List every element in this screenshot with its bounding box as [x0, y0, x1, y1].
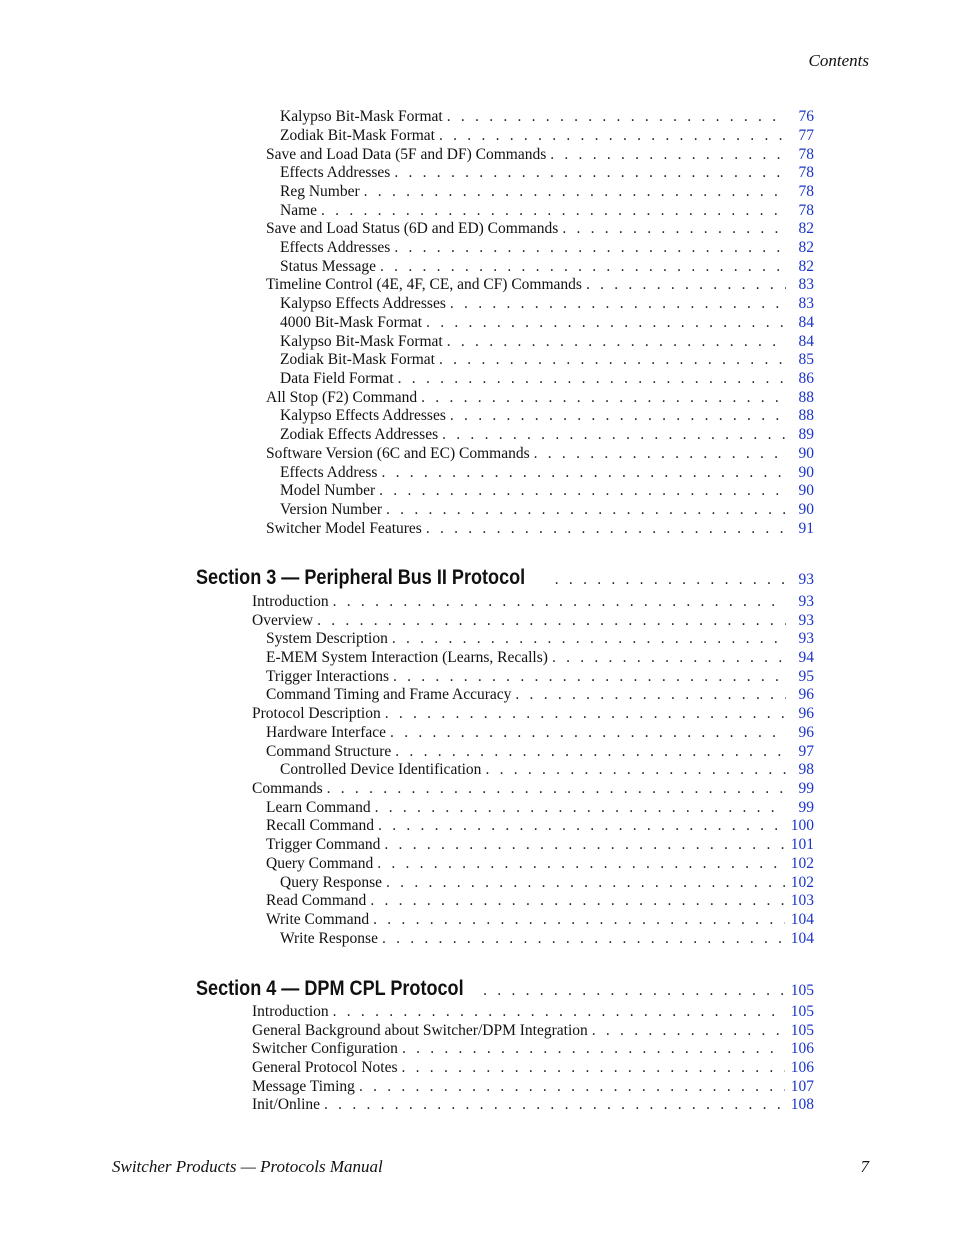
toc-page-link[interactable]: 106 [790, 1059, 814, 1076]
toc-entry[interactable] [280, 407, 814, 425]
toc-entry[interactable] [280, 202, 814, 220]
toc-entry[interactable] [280, 874, 814, 892]
toc-entry[interactable] [266, 668, 814, 686]
toc-entry-title: Protocol Description [252, 705, 381, 722]
toc-page-link[interactable]: 82 [798, 239, 814, 256]
toc-leader-dots [370, 892, 784, 910]
toc-leader-dots [447, 108, 786, 126]
toc-leader-dots [373, 911, 785, 929]
toc-entry-title: All Stop (F2) Command [266, 389, 418, 406]
toc-page-link[interactable]: 107 [790, 1078, 814, 1095]
toc-page-link[interactable]: 99 [798, 780, 814, 797]
toc-entry[interactable] [280, 482, 814, 500]
toc-page-link[interactable]: 90 [798, 445, 814, 462]
toc-page-link[interactable]: 105 [790, 1003, 814, 1020]
toc-leader-dots [439, 351, 786, 369]
toc-entry-title: Effects Addresses [280, 239, 391, 256]
toc-entry-title: Section 3 — Peripheral Bus II Protocol [196, 566, 526, 589]
toc-entry[interactable] [252, 612, 814, 630]
toc-entry[interactable] [252, 1003, 814, 1021]
toc-page-link[interactable]: 98 [798, 761, 814, 778]
toc-page-link[interactable]: 97 [798, 743, 814, 760]
toc-page-link[interactable]: 105 [790, 982, 814, 999]
toc-entry-title: Introduction [252, 593, 329, 610]
toc-entry[interactable] [280, 108, 814, 126]
toc-page-link[interactable]: 104 [790, 930, 814, 947]
toc-leader-dots [382, 930, 785, 948]
toc-entry[interactable] [252, 780, 814, 798]
toc-page-link[interactable]: 85 [798, 351, 814, 368]
toc-page-link[interactable]: 78 [798, 183, 814, 200]
toc-entry-title: Recall Command [266, 817, 375, 834]
toc-entry[interactable] [266, 836, 814, 854]
toc-entry-title: Effects Addresses [280, 164, 391, 181]
toc-leader-dots [378, 817, 785, 835]
toc-page-link[interactable]: 104 [790, 911, 814, 928]
toc-entry-title: Timeline Control (4E, 4F, CE, and CF) Commands [266, 276, 582, 293]
toc-entry-title: System Description [266, 630, 388, 647]
toc-entry[interactable] [252, 1022, 814, 1040]
toc-entry[interactable] [280, 314, 814, 332]
toc-entry[interactable] [280, 930, 814, 948]
toc-entry[interactable] [280, 295, 814, 313]
toc-entry-title: Query Response [280, 874, 383, 891]
toc-page-link[interactable]: 93 [798, 593, 814, 610]
toc-entry-title: Switcher Configuration [252, 1040, 398, 1057]
toc-leader-dots [402, 1040, 785, 1058]
toc-entry[interactable] [280, 164, 814, 182]
toc-leader-dots [552, 649, 786, 667]
toc-page-link[interactable]: 95 [798, 668, 814, 685]
toc-leader-dots [394, 164, 786, 182]
toc-page-link[interactable]: 89 [798, 426, 814, 443]
toc-entry-title: Zodiak Bit-Mask Format [280, 127, 435, 144]
toc-leader-dots [442, 426, 786, 444]
toc-entry-title: Kalypso Bit-Mask Format [280, 108, 443, 125]
toc-entry-title: Save and Load Data (5F and DF) Commands [266, 146, 547, 163]
toc-page-link[interactable]: 90 [798, 464, 814, 481]
toc-entry[interactable] [266, 445, 814, 463]
toc-page-link[interactable]: 78 [798, 146, 814, 163]
toc-entry-title: Read Command [266, 892, 367, 909]
toc-entry-title: Status Message [280, 258, 377, 275]
toc-entry-title: Overview [252, 612, 314, 629]
toc-leader-dots [375, 799, 786, 817]
toc-entry[interactable] [266, 743, 814, 761]
toc-leader-dots [426, 314, 786, 332]
toc-entry-title: Init/Online [252, 1096, 321, 1113]
toc-entry[interactable] [266, 686, 814, 704]
toc-leader-dots [324, 1096, 785, 1114]
toc-entry[interactable] [266, 911, 814, 929]
toc-leader-dots [386, 874, 785, 892]
toc-leader-dots [392, 630, 786, 648]
toc-entry-title: General Background about Switcher/DPM Integration [252, 1022, 588, 1039]
toc-entry[interactable] [266, 892, 814, 910]
toc-entry[interactable] [252, 705, 814, 723]
toc-page-link[interactable]: 90 [798, 501, 814, 518]
toc-entry[interactable] [280, 333, 814, 351]
toc-leader-dots [398, 370, 786, 388]
toc-leader-dots [377, 855, 785, 873]
toc-entry[interactable] [280, 464, 814, 482]
toc-leader-dots [321, 202, 786, 220]
toc-entry-title: Command Structure [266, 743, 392, 760]
toc-entry-title: Write Response [280, 930, 378, 947]
toc-page-link[interactable]: 76 [798, 108, 814, 125]
toc-entry-title: Kalypso Effects Addresses [280, 407, 446, 424]
toc-leader-dots [333, 593, 786, 611]
toc-entry[interactable] [266, 630, 814, 648]
toc-leader-dots [534, 445, 786, 463]
toc-leader-dots [402, 1059, 785, 1077]
toc-leader-dots [592, 1022, 785, 1040]
toc-entry[interactable] [280, 351, 814, 369]
toc-page-link[interactable]: 78 [798, 202, 814, 219]
toc-entry[interactable] [280, 258, 814, 276]
toc-page-link[interactable]: 101 [790, 836, 814, 853]
toc-entry-title: Switcher Model Features [266, 520, 422, 537]
toc-entry[interactable] [280, 183, 814, 201]
running-header: Contents [808, 51, 869, 70]
toc-leader-dots [447, 333, 786, 351]
toc-leader-dots [395, 743, 786, 761]
footer-manual-title: Switcher Products — Protocols Manual [112, 1157, 383, 1176]
toc-page-link[interactable]: 102 [790, 855, 814, 872]
toc-section-heading[interactable] [196, 566, 814, 592]
toc-entry-title: Model Number [280, 482, 376, 499]
toc-leader-dots [555, 568, 786, 592]
toc-entry[interactable] [252, 1059, 814, 1077]
toc-entry[interactable] [266, 724, 814, 742]
toc-page-link[interactable]: 93 [798, 630, 814, 647]
toc-entry-title: Data Field Format [280, 370, 394, 387]
toc-leader-dots [562, 220, 786, 238]
toc-leader-dots [439, 127, 786, 145]
toc-entry-title: Commands [252, 780, 323, 797]
toc-entry-title: Software Version (6C and EC) Commands [266, 445, 530, 462]
toc-entry-title: Controlled Device Identification [280, 761, 482, 778]
toc-leader-dots [380, 258, 786, 276]
toc-entry[interactable] [266, 817, 814, 835]
toc-leader-dots [359, 1078, 785, 1096]
toc-page-link[interactable]: 94 [798, 649, 814, 666]
toc-page-link[interactable]: 103 [790, 892, 814, 909]
toc-page-link[interactable]: 105 [790, 1022, 814, 1039]
toc-leader-dots [426, 520, 786, 538]
toc-leader-dots [390, 724, 786, 742]
toc-leader-dots [381, 464, 786, 482]
toc-entry-title: Kalypso Effects Addresses [280, 295, 446, 312]
toc-leader-dots [485, 761, 786, 779]
toc-page-link[interactable]: 82 [798, 220, 814, 237]
toc-entry[interactable] [280, 761, 814, 779]
toc-entry-title: Trigger Command [266, 836, 381, 853]
toc-page-link[interactable]: 96 [798, 724, 814, 741]
toc-page-link[interactable]: 82 [798, 258, 814, 275]
toc-leader-dots [385, 705, 786, 723]
toc-leader-dots [386, 501, 786, 519]
toc-entry-title: General Protocol Notes [252, 1059, 398, 1076]
toc-page-link[interactable]: 93 [798, 571, 814, 588]
toc-entry-title: Trigger Interactions [266, 668, 389, 685]
toc-entry-title: Zodiak Effects Addresses [280, 426, 439, 443]
toc-leader-dots [379, 482, 786, 500]
toc-page-link[interactable]: 90 [798, 482, 814, 499]
toc-entry-title: Command Timing and Frame Accuracy [266, 686, 512, 703]
toc-entry[interactable] [266, 799, 814, 817]
toc-entry[interactable] [266, 220, 814, 238]
toc-leader-dots [483, 979, 785, 1003]
toc-leader-dots [384, 836, 784, 854]
toc-page-link[interactable]: 100 [790, 817, 814, 834]
toc-entry[interactable] [252, 593, 814, 611]
toc-entry[interactable] [266, 276, 814, 294]
toc-entry-title: Kalypso Bit-Mask Format [280, 333, 443, 350]
toc-entry-title: Zodiak Bit-Mask Format [280, 351, 435, 368]
toc-entry-title: Query Command [266, 855, 374, 872]
toc-leader-dots [333, 1003, 785, 1021]
toc-entry-title: Effects Address [280, 464, 378, 481]
toc-leader-dots [450, 407, 786, 425]
toc-page-link[interactable]: 77 [798, 127, 814, 144]
toc-entry[interactable] [252, 1040, 814, 1058]
toc-leader-dots [550, 146, 786, 164]
toc-leader-dots [317, 612, 786, 630]
toc-page-link[interactable]: 99 [798, 799, 814, 816]
toc-entry[interactable] [280, 501, 814, 519]
toc-entry[interactable] [252, 1096, 814, 1114]
toc-page-link[interactable]: 78 [798, 164, 814, 181]
toc-page-link[interactable]: 96 [798, 705, 814, 722]
toc-page-link[interactable]: 83 [798, 295, 814, 312]
toc-leader-dots [364, 183, 786, 201]
toc-entry-title: Name [280, 202, 318, 219]
toc-entry[interactable] [280, 426, 814, 444]
toc-entry[interactable] [252, 1078, 814, 1096]
toc-entry[interactable] [266, 146, 814, 164]
toc-entry-title: Hardware Interface [266, 724, 387, 741]
toc-entry[interactable] [280, 370, 814, 388]
toc-entry[interactable] [266, 389, 814, 407]
footer-page-number: 7 [860, 1157, 869, 1176]
toc-entry-title: Introduction [252, 1003, 329, 1020]
toc-page-link[interactable]: 83 [798, 276, 814, 293]
toc-page-link[interactable]: 93 [798, 612, 814, 629]
toc-leader-dots [515, 686, 786, 704]
toc-page-link[interactable]: 84 [798, 314, 814, 331]
toc-entry-title: Write Command [266, 911, 370, 928]
toc-page-link[interactable]: 86 [798, 370, 814, 387]
toc-entry-title: Message Timing [252, 1078, 355, 1095]
toc-entry-title: E-MEM System Interaction (Learns, Recalls) [266, 649, 548, 666]
toc-entry-title: Section 4 — DPM CPL Protocol [196, 977, 464, 1000]
toc-section-heading[interactable] [196, 977, 814, 1003]
toc-leader-dots [450, 295, 786, 313]
toc-leader-dots [327, 780, 786, 798]
toc-page-link[interactable]: 88 [798, 389, 814, 406]
toc-entry[interactable] [266, 855, 814, 873]
toc-leader-dots [586, 276, 786, 294]
toc-entry-title: Learn Command [266, 799, 371, 816]
toc-entry[interactable] [266, 649, 814, 667]
toc-page-link[interactable]: 108 [790, 1096, 814, 1113]
toc-page-link[interactable]: 96 [798, 686, 814, 703]
toc-entry[interactable] [280, 239, 814, 257]
toc-leader-dots [393, 668, 786, 686]
toc-page-link[interactable]: 88 [798, 407, 814, 424]
toc-entry-title: 4000 Bit-Mask Format [280, 314, 423, 331]
toc-page-link[interactable]: 91 [798, 520, 814, 537]
toc-entry-title: Save and Load Status (6D and ED) Commands [266, 220, 559, 237]
toc-page-link[interactable]: 106 [790, 1040, 814, 1057]
toc-page-link[interactable]: 102 [790, 874, 814, 891]
toc-leader-dots [421, 389, 786, 407]
toc-entry[interactable] [280, 127, 814, 145]
toc-entry-title: Reg Number [280, 183, 360, 200]
toc-entry-title: Version Number [280, 501, 383, 518]
toc-entry[interactable] [266, 520, 814, 538]
toc-page-link[interactable]: 84 [798, 333, 814, 350]
toc-leader-dots [394, 239, 786, 257]
